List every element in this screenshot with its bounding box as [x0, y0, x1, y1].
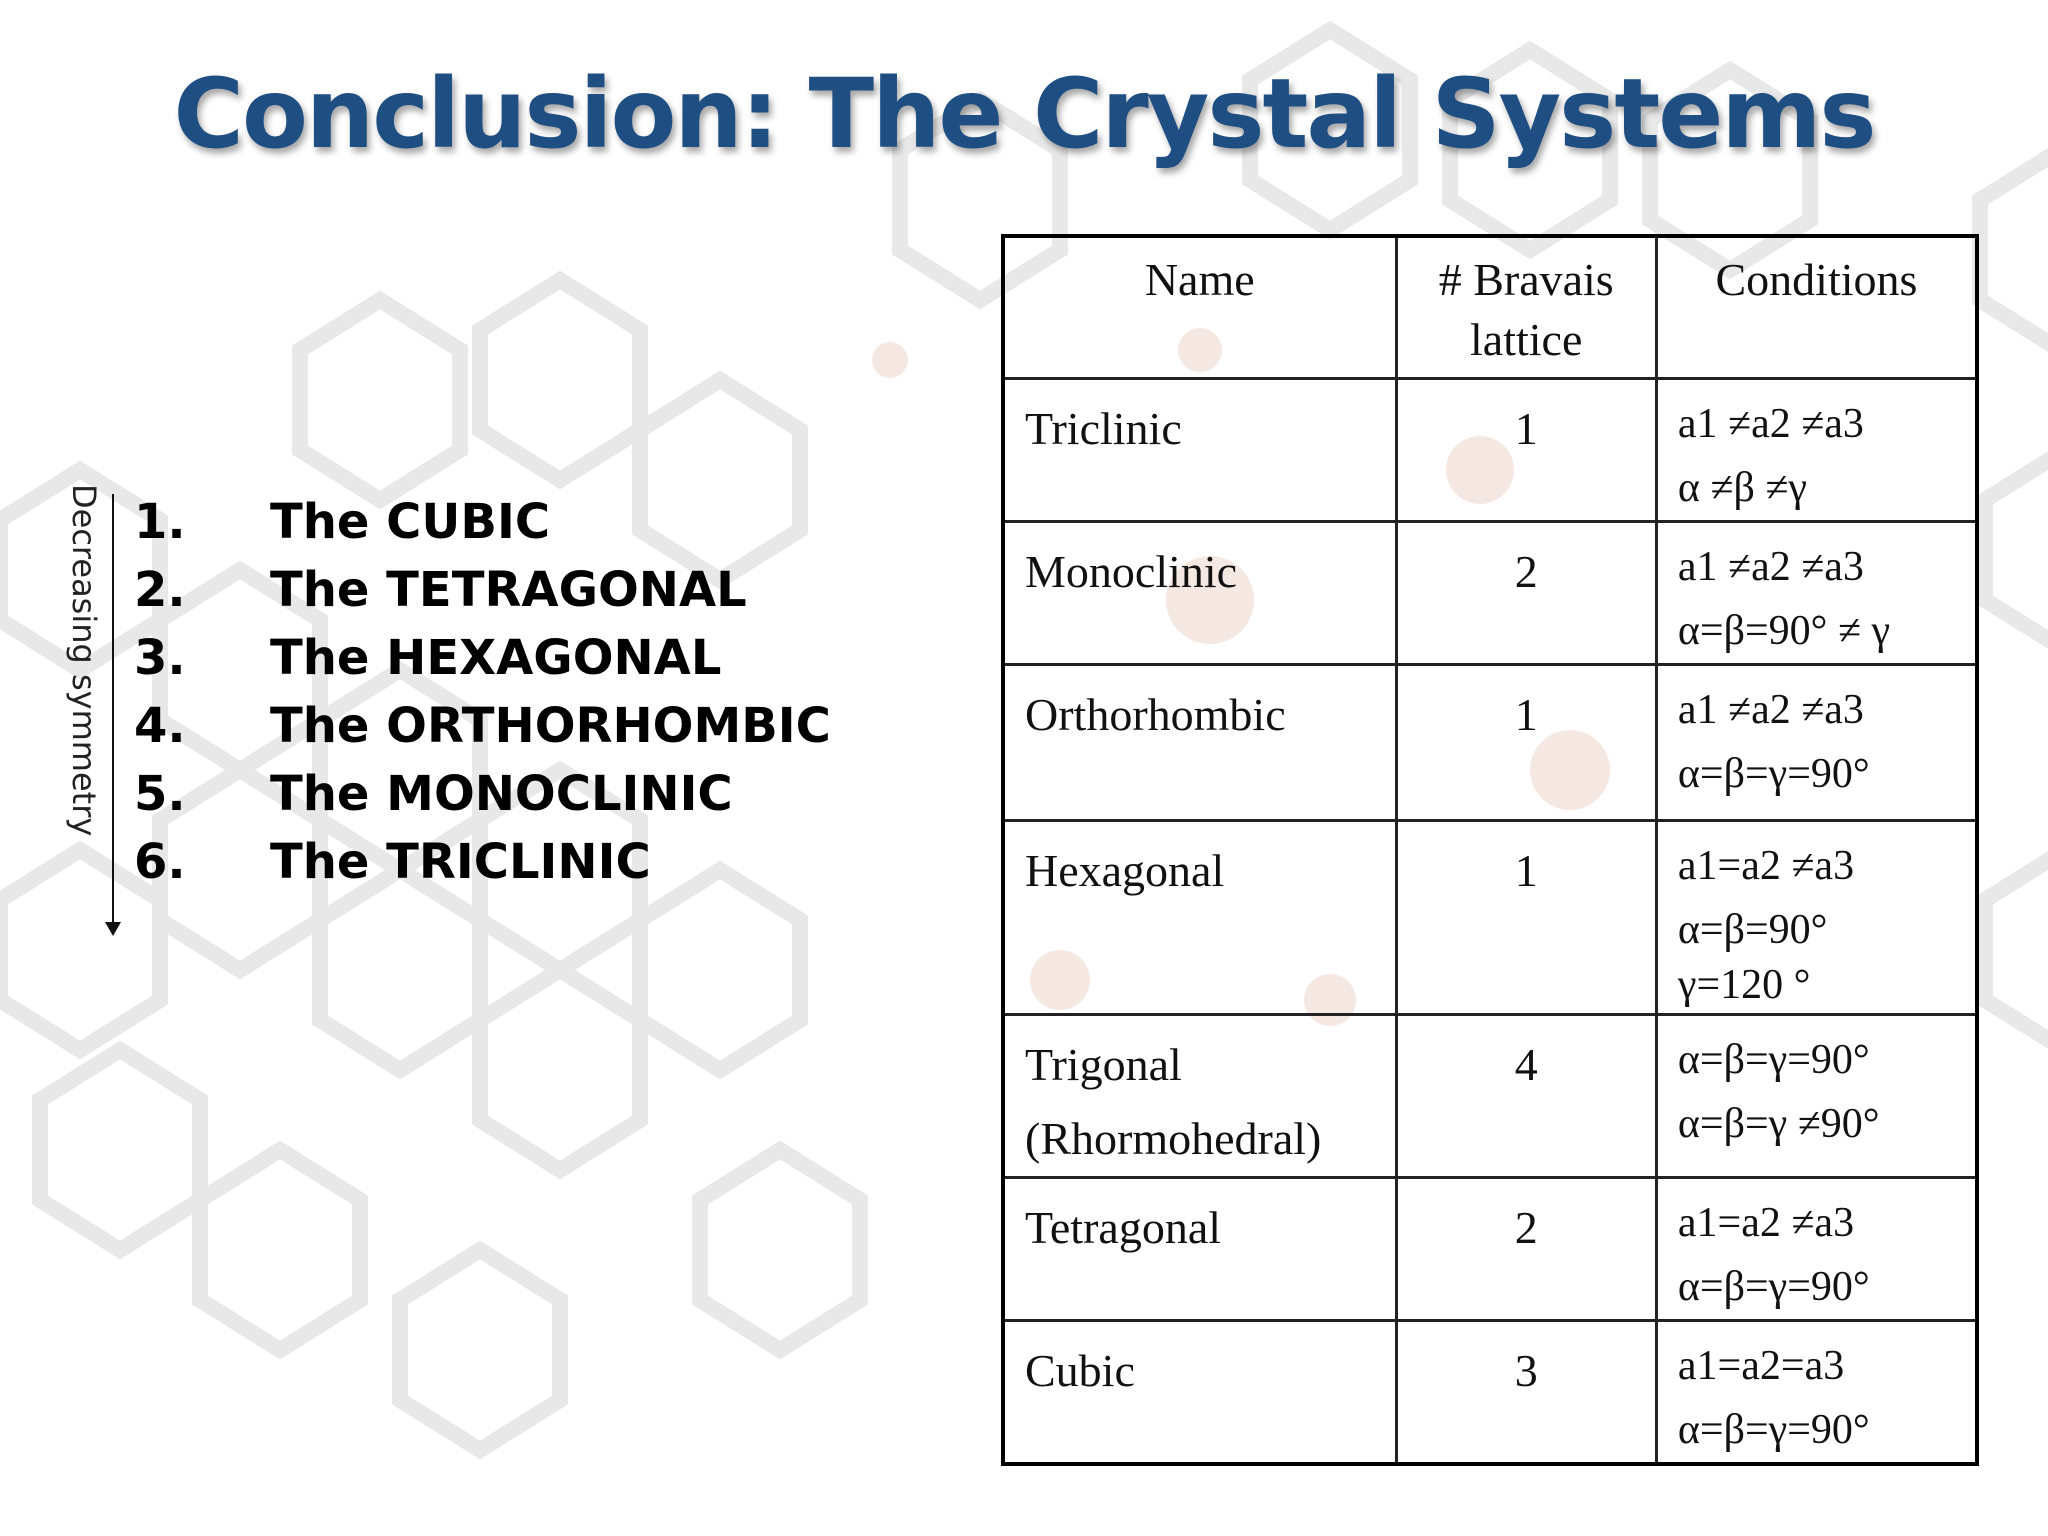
cell-conditions: [1656, 521, 1977, 664]
table-row: [1003, 521, 1977, 664]
cell-conditions: [1656, 378, 1977, 521]
symmetry-arrow-shaft: [112, 494, 114, 924]
cell-name: Monoclinic: [1003, 521, 1396, 664]
list-item: [134, 692, 831, 760]
condition-line: α=β=γ=90°: [1677, 1406, 1870, 1453]
header-bravais-line2: lattice: [1470, 314, 1583, 365]
cell-bravais: 3: [1396, 1320, 1656, 1464]
cell-name: Triclinic: [1003, 378, 1396, 521]
condition-line: α ≠β ≠γ: [1677, 464, 1807, 511]
cell-name: Cubic: [1003, 1320, 1396, 1464]
table-row: [1003, 664, 1977, 820]
condition-line: a1=a2=a3: [1677, 1342, 1845, 1389]
table-row: [1003, 1177, 1977, 1320]
arrow-down-icon: [105, 922, 121, 936]
cell-name: Tetragonal: [1003, 1177, 1396, 1320]
crystal-systems-table: [1001, 234, 1979, 1466]
list-item: [134, 624, 831, 692]
list-item-text: The CUBIC: [270, 494, 551, 550]
decreasing-symmetry-label: Decreasing symmetry: [65, 484, 103, 837]
list-item-number: 5.: [134, 766, 186, 822]
list-item: [134, 828, 831, 896]
header-conditions: Conditions: [1656, 236, 1977, 378]
condition-line: a1 ≠a2 ≠a3: [1677, 400, 1864, 447]
cell-bravais: 1: [1396, 664, 1656, 820]
cell-bravais: 1: [1396, 820, 1656, 1014]
list-item-text: The HEXAGONAL: [270, 630, 722, 686]
list-item-number: 6.: [134, 834, 186, 890]
table-row: [1003, 1014, 1977, 1177]
cell-conditions: [1656, 664, 1977, 820]
condition-line: a1 ≠a2 ≠a3: [1677, 543, 1864, 590]
condition-line: a1=a2 ≠a3: [1677, 1199, 1855, 1246]
list-item-number: 2.: [134, 562, 186, 618]
cell-name: Orthorhombic: [1003, 664, 1396, 820]
header-bravais-line1: # Bravais: [1438, 254, 1614, 305]
cell-name: [1003, 1014, 1396, 1177]
condition-line: γ=120 °: [1677, 961, 1811, 1008]
cell-name: Hexagonal: [1003, 820, 1396, 1014]
list-item-text: The TETRAGONAL: [270, 562, 747, 618]
list-item: [134, 488, 831, 556]
header-bravais: [1396, 236, 1656, 378]
cell-bravais: 4: [1396, 1014, 1656, 1177]
cell-conditions: [1656, 1177, 1977, 1320]
list-item-text: The ORTHORHOMBIC: [270, 698, 831, 754]
condition-line: a1=a2 ≠a3: [1677, 842, 1855, 889]
cell-conditions: [1656, 1014, 1977, 1177]
cell-bravais: 2: [1396, 1177, 1656, 1320]
cell-name-line1: Trigonal: [1025, 1038, 1182, 1090]
table-header-row: [1003, 236, 1977, 378]
table-row: [1003, 378, 1977, 521]
cell-bravais: 2: [1396, 521, 1656, 664]
condition-line: α=β=90°: [1677, 906, 1828, 953]
list-item: [134, 760, 831, 828]
list-item-number: 3.: [134, 630, 186, 686]
table-row: [1003, 820, 1977, 1014]
condition-line: α=β=γ=90°: [1677, 1263, 1870, 1310]
cell-name-line2: (Rhormohedral): [1025, 1112, 1322, 1164]
list-item-text: The MONOCLINIC: [270, 766, 733, 822]
list-item-number: 1.: [134, 494, 186, 550]
condition-line: α=β=γ ≠90°: [1677, 1100, 1880, 1147]
condition-line: α=β=90° ≠ γ: [1677, 607, 1891, 654]
slide-title: Conclusion: The Crystal Systems: [173, 58, 1875, 170]
cell-bravais: 1: [1396, 378, 1656, 521]
header-name: Name: [1003, 236, 1396, 378]
cell-conditions: [1656, 820, 1977, 1014]
cell-conditions: [1656, 1320, 1977, 1464]
condition-line: α=β=γ=90°: [1677, 750, 1870, 797]
condition-line: α=β=γ=90°: [1677, 1036, 1870, 1083]
list-item-number: 4.: [134, 698, 186, 754]
table-row: [1003, 1320, 1977, 1464]
condition-line: a1 ≠a2 ≠a3: [1677, 686, 1864, 733]
crystal-system-ranking-list: [134, 488, 831, 896]
list-item-text: The TRICLINIC: [270, 834, 651, 890]
list-item: [134, 556, 831, 624]
